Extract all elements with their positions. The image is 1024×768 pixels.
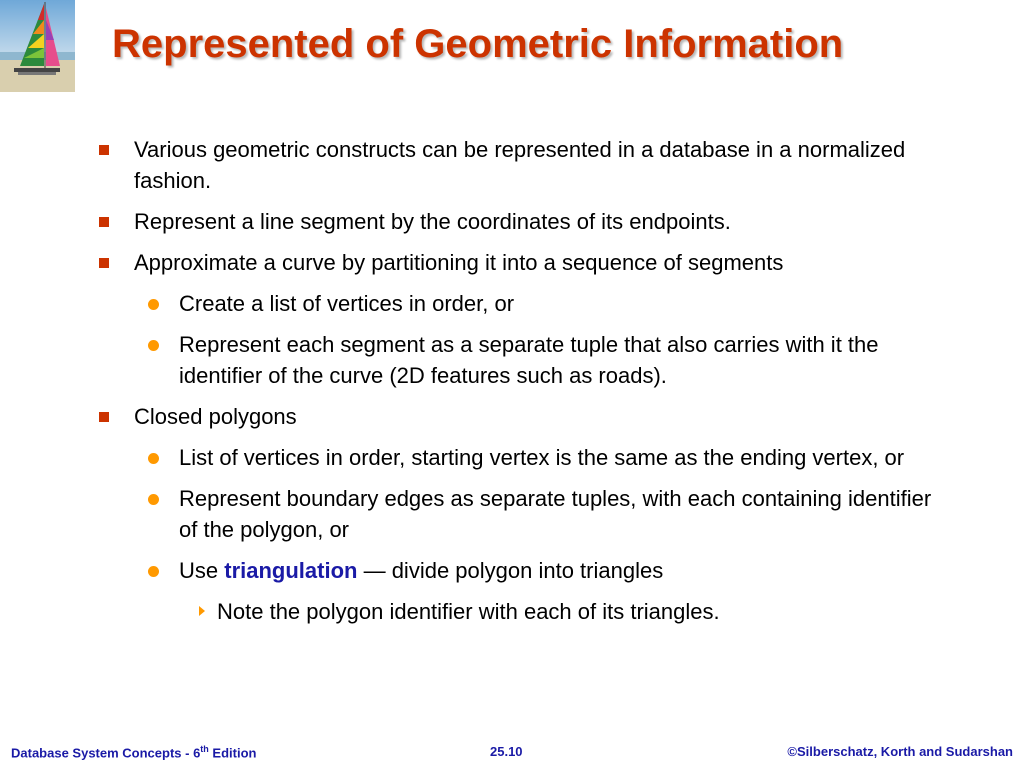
emphasized-term: triangulation: [224, 558, 358, 583]
bullet-item: [96, 247, 946, 278]
sub-bullet-text: Create a list of vertices in order, or: [179, 291, 515, 316]
round-bullet-icon: [148, 299, 159, 310]
round-bullet-icon: [148, 453, 159, 464]
sub-bullet-text: Represent boundary edges as separate tuples, with each containing identifier of the polygon, or: [179, 486, 932, 542]
bullet-text: Closed polygons: [134, 404, 297, 429]
square-bullet-icon: [99, 258, 109, 268]
round-bullet-icon: [148, 494, 159, 505]
sub-bullet-text-prefix: Use: [179, 558, 225, 583]
footer-copyright: ©Silberschatz, Korth and Sudarshan: [787, 744, 1013, 759]
sub-bullet-item: [96, 555, 946, 586]
slide-title: Represented of Geometric Information: [112, 22, 844, 66]
bullet-text: Approximate a curve by partitioning it into a sequence of segments: [134, 250, 784, 275]
triangle-bullet-icon: [199, 606, 205, 616]
bullet-text: Represent a line segment by the coordinates of its endpoints.: [134, 209, 731, 234]
sub-bullet-text: Represent each segment as a separate tuple that also carries with it the identifier of the curve (2D features such as roads).: [179, 332, 879, 388]
sub-bullet-item: [96, 329, 946, 391]
slide-footer: [0, 744, 1024, 764]
sub-bullet-text: List of vertices in order, starting vertex is the same as the ending vertex, or: [179, 445, 905, 470]
square-bullet-icon: [99, 145, 109, 155]
footer-edition-superscript: th: [200, 744, 209, 754]
sub-bullet-text-suffix: — divide polygon into triangles: [357, 558, 664, 583]
bullet-text: Various geometric constructs can be represented in a database in a normalized fashion.: [134, 137, 906, 193]
footer-book-title-text: Database System Concepts - 6: [11, 745, 201, 761]
sailboat-logo: [0, 0, 75, 92]
square-bullet-icon: [99, 412, 109, 422]
square-bullet-icon: [99, 217, 109, 227]
footer-book-title-suffix: Edition: [208, 745, 257, 761]
bullet-list: [96, 134, 946, 627]
footer-book-title: [11, 744, 256, 760]
sub-bullet-item: [96, 483, 946, 545]
sub-sub-bullet-text: Note the polygon identifier with each of its triangles.: [217, 599, 720, 624]
sub-bullet-item: [96, 288, 946, 319]
sub-sub-bullet-item: [96, 596, 946, 627]
bullet-item: [96, 206, 946, 237]
bullet-item: [96, 401, 946, 432]
round-bullet-icon: [148, 340, 159, 351]
slide-number: 25.10: [490, 744, 523, 759]
round-bullet-icon: [148, 566, 159, 577]
bullet-item: [96, 134, 946, 196]
sub-bullet-item: [96, 442, 946, 473]
